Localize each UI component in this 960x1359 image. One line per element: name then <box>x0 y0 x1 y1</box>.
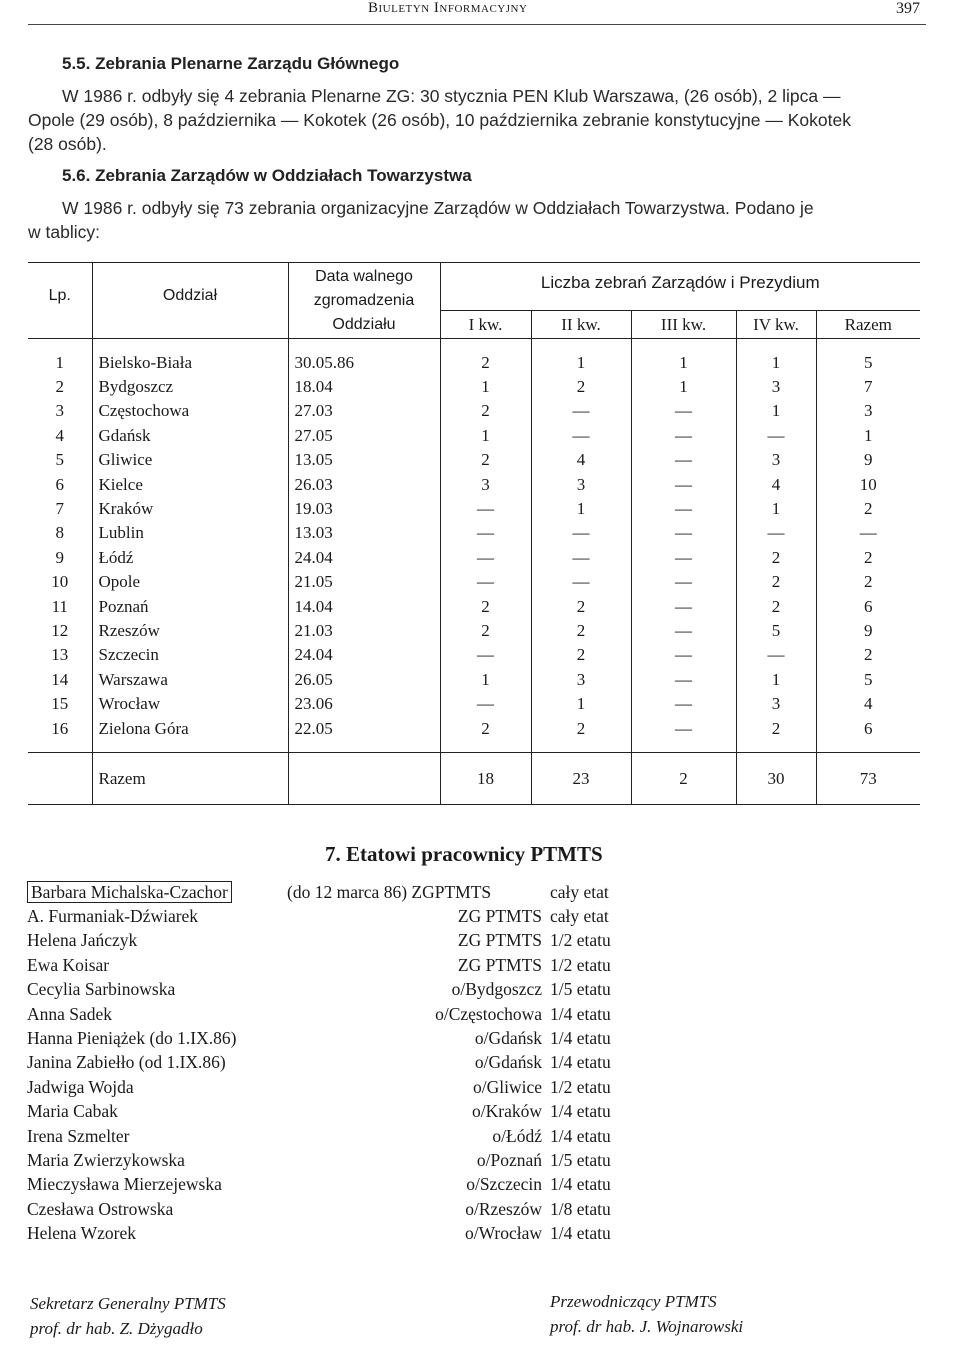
cell-q4: 1 <box>736 399 816 423</box>
section-5-5-title: 5.5. Zebrania Plenarne Zarządu Głównego <box>62 54 400 73</box>
cell-q2: — <box>531 570 631 594</box>
staff-place: ZG PTMTS <box>457 930 542 951</box>
staff-fraction: 1/4 etatu <box>550 1028 611 1049</box>
cell-oddzial: Kraków <box>92 497 288 521</box>
cell-q1: 2 <box>440 351 531 375</box>
cell-razem: 2 <box>816 546 920 570</box>
cell-lp: 13 <box>51 645 69 665</box>
staff-place: o/Łódź <box>492 1125 542 1146</box>
page-number: 397 <box>896 0 920 17</box>
header-data-walnego <box>288 263 440 339</box>
staff-cell-name <box>27 1124 411 1148</box>
cell-q4: 1 <box>736 497 816 521</box>
staff-cell-name <box>27 1148 411 1172</box>
staff-body <box>27 880 680 1246</box>
cell-razem: 5 <box>816 668 920 692</box>
cell-lp: 9 <box>55 547 64 567</box>
cell-q2: 4 <box>531 448 631 472</box>
staff-cell-name <box>27 1100 411 1124</box>
staff-cell-name <box>27 1026 411 1050</box>
totals-q2: 23 <box>531 753 631 805</box>
header-rule <box>28 24 926 25</box>
staff-fraction: 1/4 etatu <box>550 1052 611 1073</box>
cell-q2: 2 <box>531 716 631 740</box>
cell-data: 21.03 <box>288 619 440 643</box>
section-5-5-line-3: (28 osób). <box>28 134 107 154</box>
signature-right-name: prof. dr hab. J. Wojnarowski <box>550 1317 744 1336</box>
cell-q1: 2 <box>440 399 531 423</box>
staff-cell-place <box>411 953 550 977</box>
table-row <box>28 472 920 496</box>
cell-q2: 2 <box>531 643 631 667</box>
staff-cell-name <box>27 1197 411 1221</box>
cell-data: 27.03 <box>288 399 440 423</box>
staff-cell-place <box>411 904 550 928</box>
table-row <box>28 497 920 521</box>
staff-cell-name <box>27 1173 411 1197</box>
section-5-5-line-2: Opole (29 osób), 8 października — Kokotek (26 osób), 10 października zebranie konstytucyjne — Kokotek <box>28 110 851 130</box>
cell-data: 24.04 <box>288 643 440 667</box>
cell-oddzial: Opole <box>92 570 288 594</box>
cell-razem: 6 <box>816 594 920 618</box>
cell-q4: 1 <box>736 668 816 692</box>
header-oddzial: Oddział <box>92 263 288 311</box>
cell-q1: — <box>440 497 531 521</box>
section-5-6-line-1: W 1986 r. odbyły się 73 zebrania organizacyjne Zarządów w Oddziałach Towarzystwa. Podano je <box>62 198 814 218</box>
cell-q3: — <box>631 570 736 594</box>
cell-oddzial: Bydgoszcz <box>92 375 288 399</box>
staff-row <box>27 978 680 1002</box>
staff-row <box>27 1075 680 1099</box>
cell-q2: 2 <box>531 594 631 618</box>
cell-q1: 1 <box>440 375 531 399</box>
staff-row <box>27 1100 680 1124</box>
cell-razem: 9 <box>816 448 920 472</box>
staff-name: Ewa Koisar <box>27 954 110 975</box>
header-q4: IV kw. <box>736 311 816 339</box>
cell-lp: 14 <box>51 669 69 689</box>
staff-cell-place <box>411 978 550 1002</box>
cell-oddzial: Łódź <box>92 546 288 570</box>
cell-q2: 1 <box>531 351 631 375</box>
staff-name: Barbara Michalska-Czachor <box>27 881 232 903</box>
cell-q3: — <box>631 399 736 423</box>
staff-row <box>27 880 680 904</box>
staff-cell-name <box>27 904 411 928</box>
totals-q1: 18 <box>440 753 531 805</box>
staff-cell-place <box>411 1148 550 1172</box>
cell-q4: 2 <box>736 570 816 594</box>
cell-q3: — <box>631 521 736 545</box>
cell-razem: 2 <box>816 497 920 521</box>
staff-place: o/Gdańsk <box>474 1052 542 1073</box>
staff-fraction: 1/8 etatu <box>550 1198 611 1219</box>
cell-razem: 10 <box>816 472 920 496</box>
staff-fraction: 1/5 etatu <box>550 1149 611 1170</box>
staff-row <box>27 1221 680 1245</box>
staff-name: Maria Zwierzykowska <box>27 1149 185 1170</box>
cell-lp: 2 <box>55 377 64 397</box>
staff-row <box>27 1051 680 1075</box>
staff-cell-name <box>27 929 411 953</box>
cell-q4: 3 <box>736 448 816 472</box>
cell-oddzial: Poznań <box>92 594 288 618</box>
staff-cell-name <box>27 1221 411 1245</box>
cell-q4: — <box>736 643 816 667</box>
staff-fraction: 1/4 etatu <box>550 1125 611 1146</box>
cell-q2: 3 <box>531 472 631 496</box>
cell-q3: — <box>631 692 736 716</box>
cell-q1: — <box>440 546 531 570</box>
cell-q4: 3 <box>736 692 816 716</box>
staff-fraction: 1/2 etatu <box>550 954 611 975</box>
cell-q2: — <box>531 546 631 570</box>
section-5-6-line-2: w tablicy: <box>28 222 100 242</box>
cell-data: 18.04 <box>288 375 440 399</box>
staff-place: ZG PTMTS <box>457 906 542 927</box>
cell-data: 23.06 <box>288 692 440 716</box>
cell-razem: — <box>816 521 920 545</box>
cell-data: 26.05 <box>288 668 440 692</box>
staff-cell-place <box>411 1197 550 1221</box>
cell-q1: 2 <box>440 448 531 472</box>
cell-lp: 4 <box>55 425 64 445</box>
cell-q3: — <box>631 668 736 692</box>
cell-q2: — <box>531 521 631 545</box>
staff-fraction: 1/4 etatu <box>550 1003 611 1024</box>
staff-cell-name <box>27 1051 411 1075</box>
section-5-5-line-1: W 1986 r. odbyły się 4 zebrania Plenarne ZG: 30 stycznia PEN Klub Warszawa, (26 osób), 2 lipca — <box>62 86 841 106</box>
cell-q4: 2 <box>736 546 816 570</box>
cell-razem: 5 <box>816 351 920 375</box>
header-data-line-2: zgromadzenia <box>313 291 415 309</box>
staff-fraction: 1/4 etatu <box>550 1174 611 1195</box>
cell-q1: 2 <box>440 619 531 643</box>
cell-q4: — <box>736 521 816 545</box>
table-row <box>28 351 920 375</box>
staff-fraction: 1/2 etatu <box>550 930 611 951</box>
staff-row <box>27 1197 680 1221</box>
cell-q4: 2 <box>736 594 816 618</box>
cell-lp: 15 <box>51 694 69 714</box>
staff-place: o/Rzeszów <box>465 1198 542 1219</box>
staff-place: o/Gliwice <box>472 1076 542 1097</box>
staff-cell-fraction <box>550 1100 680 1124</box>
cell-oddzial: Lublin <box>92 521 288 545</box>
table-row <box>28 399 920 423</box>
staff-name: Anna Sadek <box>27 1003 113 1024</box>
cell-oddzial: Rzeszów <box>92 619 288 643</box>
cell-lp: 5 <box>55 450 64 470</box>
staff-table <box>27 880 680 1246</box>
cell-razem: 6 <box>816 716 920 740</box>
staff-name: Czesława Ostrowska <box>27 1198 174 1219</box>
cell-q3: 1 <box>631 351 736 375</box>
staff-cell-fraction <box>550 1051 680 1075</box>
cell-oddzial: Częstochowa <box>92 399 288 423</box>
cell-data: 21.05 <box>288 570 440 594</box>
table-row <box>28 716 920 740</box>
staff-name: Jadwiga Wojda <box>27 1076 134 1097</box>
staff-cell-name <box>27 953 411 977</box>
cell-razem: 7 <box>816 375 920 399</box>
staff-row <box>27 1124 680 1148</box>
table-row <box>28 643 920 667</box>
totals-razem: 73 <box>816 753 920 805</box>
totals-q3: 2 <box>631 753 736 805</box>
cell-oddzial: Warszawa <box>92 668 288 692</box>
staff-name: Janina Zabiełło (od 1.IX.86) <box>27 1052 226 1073</box>
staff-name: Helena Jańczyk <box>27 930 138 951</box>
cell-q2: 2 <box>531 375 631 399</box>
cell-q3: — <box>631 448 736 472</box>
table-row <box>28 424 920 448</box>
staff-place: o/Częstochowa <box>435 1003 542 1024</box>
cell-lp: 12 <box>51 620 69 640</box>
staff-cell-place <box>411 1026 550 1050</box>
staff-place: (do 12 marca 86) ZGPTMTS <box>287 882 492 902</box>
cell-lp: 8 <box>55 523 64 543</box>
table-row <box>28 668 920 692</box>
cell-q4: 1 <box>736 351 816 375</box>
staff-name: Cecylia Sarbinowska <box>27 979 176 1000</box>
signature-left-name: prof. dr hab. Z. Dżygadło <box>30 1319 203 1338</box>
cell-q1: — <box>440 643 531 667</box>
cell-q4: — <box>736 424 816 448</box>
cell-razem: 4 <box>816 692 920 716</box>
totals-q4: 30 <box>736 753 816 805</box>
cell-data: 14.04 <box>288 594 440 618</box>
header-oddzial-spacer <box>92 311 288 339</box>
cell-oddzial: Bielsko-Biała <box>92 351 288 375</box>
header-data-line-3: Oddziału <box>332 315 396 333</box>
staff-cell-place <box>411 1075 550 1099</box>
cell-oddzial: Wrocław <box>92 692 288 716</box>
header-lp: Lp. <box>48 286 71 304</box>
staff-cell-fraction <box>550 978 680 1002</box>
staff-row <box>27 1148 680 1172</box>
cell-q2: 3 <box>531 668 631 692</box>
staff-place: o/Wrocław <box>464 1223 542 1244</box>
cell-q1: 1 <box>440 424 531 448</box>
table-row <box>28 375 920 399</box>
cell-q1: 2 <box>440 594 531 618</box>
staff-row <box>27 929 680 953</box>
cell-razem: 3 <box>816 399 920 423</box>
staff-cell-fraction <box>550 1221 680 1245</box>
cell-q2: 1 <box>531 497 631 521</box>
table-row <box>28 448 920 472</box>
staff-place: ZG PTMTS <box>457 954 542 975</box>
cell-data: 19.03 <box>288 497 440 521</box>
table-bottom-spacer <box>28 741 920 753</box>
staff-name: Hanna Pieniążek (do 1.IX.86) <box>27 1028 237 1049</box>
cell-razem: 9 <box>816 619 920 643</box>
staff-row <box>27 904 680 928</box>
staff-cell-fraction <box>550 929 680 953</box>
cell-data: 22.05 <box>288 716 440 740</box>
running-header-title: Biuletyn Informacyjny <box>368 0 528 16</box>
meetings-table <box>28 262 920 805</box>
table-row <box>28 521 920 545</box>
cell-q3: — <box>631 716 736 740</box>
staff-cell-name <box>27 978 411 1002</box>
staff-fraction: 1/4 etatu <box>550 1101 611 1122</box>
cell-q1: 1 <box>440 668 531 692</box>
cell-q2: 1 <box>531 692 631 716</box>
staff-row <box>27 1002 680 1026</box>
staff-cell-place <box>411 1002 550 1026</box>
cell-q2: — <box>531 424 631 448</box>
header-q3: III kw. <box>631 311 736 339</box>
staff-cell-fraction <box>550 1026 680 1050</box>
header-liczba-zebran: Liczba zebrań Zarządów i Prezydium <box>440 263 920 297</box>
cell-q1: — <box>440 521 531 545</box>
cell-oddzial: Gliwice <box>92 448 288 472</box>
staff-cell-fraction <box>550 953 680 977</box>
cell-data: 13.03 <box>288 521 440 545</box>
cell-q4: 5 <box>736 619 816 643</box>
cell-razem: 1 <box>816 424 920 448</box>
staff-place: o/Bydgoszcz <box>451 979 542 1000</box>
cell-data: 26.03 <box>288 472 440 496</box>
staff-cell-fraction <box>550 1197 680 1221</box>
header-data-line-1: Data walnego <box>315 267 413 285</box>
cell-data: 27.05 <box>288 424 440 448</box>
staff-cell-fraction <box>550 1124 680 1148</box>
cell-razem: 2 <box>816 570 920 594</box>
table-body <box>28 339 920 753</box>
staff-fraction: cały etat <box>550 906 609 927</box>
staff-cell-place <box>287 880 550 904</box>
staff-cell-fraction <box>550 904 680 928</box>
cell-q3: — <box>631 643 736 667</box>
totals-date <box>288 753 440 805</box>
staff-cell-fraction <box>550 880 680 904</box>
cell-q3: — <box>631 619 736 643</box>
header-q2: II kw. <box>531 311 631 339</box>
cell-lp: 3 <box>55 401 64 421</box>
staff-cell-name <box>27 1075 411 1099</box>
cell-data: 13.05 <box>288 448 440 472</box>
staff-cell-name <box>27 1002 411 1026</box>
cell-data: 24.04 <box>288 546 440 570</box>
header-razem: Razem <box>816 311 920 339</box>
section-5-6-title: 5.6. Zebrania Zarządów w Oddziałach Towarzystwa <box>62 166 472 185</box>
cell-q4: 3 <box>736 375 816 399</box>
cell-q3: — <box>631 594 736 618</box>
cell-q1: — <box>440 570 531 594</box>
totals-label: Razem <box>92 753 288 805</box>
staff-place: o/Kraków <box>472 1101 542 1122</box>
cell-lp: 16 <box>51 718 69 738</box>
totals-lp <box>28 753 92 805</box>
cell-oddzial: Zielona Góra <box>92 716 288 740</box>
staff-cell-fraction <box>550 1173 680 1197</box>
staff-cell-place <box>411 1051 550 1075</box>
staff-cell-place <box>411 1173 550 1197</box>
table-row <box>28 594 920 618</box>
staff-name: Maria Cabak <box>27 1101 118 1122</box>
table-row <box>28 570 920 594</box>
cell-q3: — <box>631 472 736 496</box>
staff-name: Mieczysława Mierzejewska <box>27 1174 222 1195</box>
staff-place: o/Poznań <box>476 1149 542 1170</box>
cell-data: 30.05.86 <box>288 351 440 375</box>
staff-cell-place <box>411 929 550 953</box>
cell-lp: 1 <box>55 352 64 372</box>
staff-fraction: 1/5 etatu <box>550 979 611 1000</box>
cell-lp: 6 <box>55 474 64 494</box>
cell-lp: 10 <box>51 572 69 592</box>
staff-fraction: 1/4 etatu <box>550 1223 611 1244</box>
header-subrule <box>440 297 920 311</box>
staff-cell-place <box>411 1124 550 1148</box>
staff-name: Helena Wzorek <box>27 1223 136 1244</box>
staff-row <box>27 1026 680 1050</box>
cell-lp: 7 <box>55 499 64 519</box>
cell-q4: 2 <box>736 716 816 740</box>
header-lp-spacer <box>28 311 92 339</box>
staff-name: Irena Szmelter <box>27 1125 130 1146</box>
header-q1: I kw. <box>440 311 531 339</box>
cell-q2: 2 <box>531 619 631 643</box>
staff-place: o/Szczecin <box>466 1174 542 1195</box>
cell-q3: — <box>631 424 736 448</box>
cell-oddzial: Gdańsk <box>92 424 288 448</box>
cell-oddzial: Szczecin <box>92 643 288 667</box>
table-row <box>28 619 920 643</box>
cell-q3: — <box>631 546 736 570</box>
staff-cell-fraction <box>550 1002 680 1026</box>
staff-row <box>27 1173 680 1197</box>
table-row <box>28 546 920 570</box>
cell-q3: 1 <box>631 375 736 399</box>
cell-oddzial: Kielce <box>92 472 288 496</box>
table-top-spacer <box>28 339 920 351</box>
cell-lp: 11 <box>51 596 68 616</box>
staff-fraction: 1/2 etatu <box>550 1076 611 1097</box>
section-7-title: 7. Etatowi pracownicy PTMTS <box>325 842 603 866</box>
staff-cell-place <box>411 1221 550 1245</box>
cell-q1: 3 <box>440 472 531 496</box>
cell-q1: 2 <box>440 716 531 740</box>
signature-right-role: Przewodniczący PTMTS <box>550 1292 717 1311</box>
staff-row <box>27 953 680 977</box>
cell-q4: 4 <box>736 472 816 496</box>
staff-cell-place <box>411 1100 550 1124</box>
cell-q2: — <box>531 399 631 423</box>
cell-q1: — <box>440 692 531 716</box>
cell-razem: 2 <box>816 643 920 667</box>
staff-place: o/Gdańsk <box>474 1028 542 1049</box>
cell-q3: — <box>631 497 736 521</box>
signature-left-role: Sekretarz Generalny PTMTS <box>30 1294 226 1313</box>
staff-cell-fraction <box>550 1148 680 1172</box>
table-row <box>28 692 920 716</box>
staff-fraction: cały etat <box>550 881 609 902</box>
staff-name: A. Furmaniak-Dźwiarek <box>27 906 199 927</box>
staff-cell-fraction <box>550 1075 680 1099</box>
